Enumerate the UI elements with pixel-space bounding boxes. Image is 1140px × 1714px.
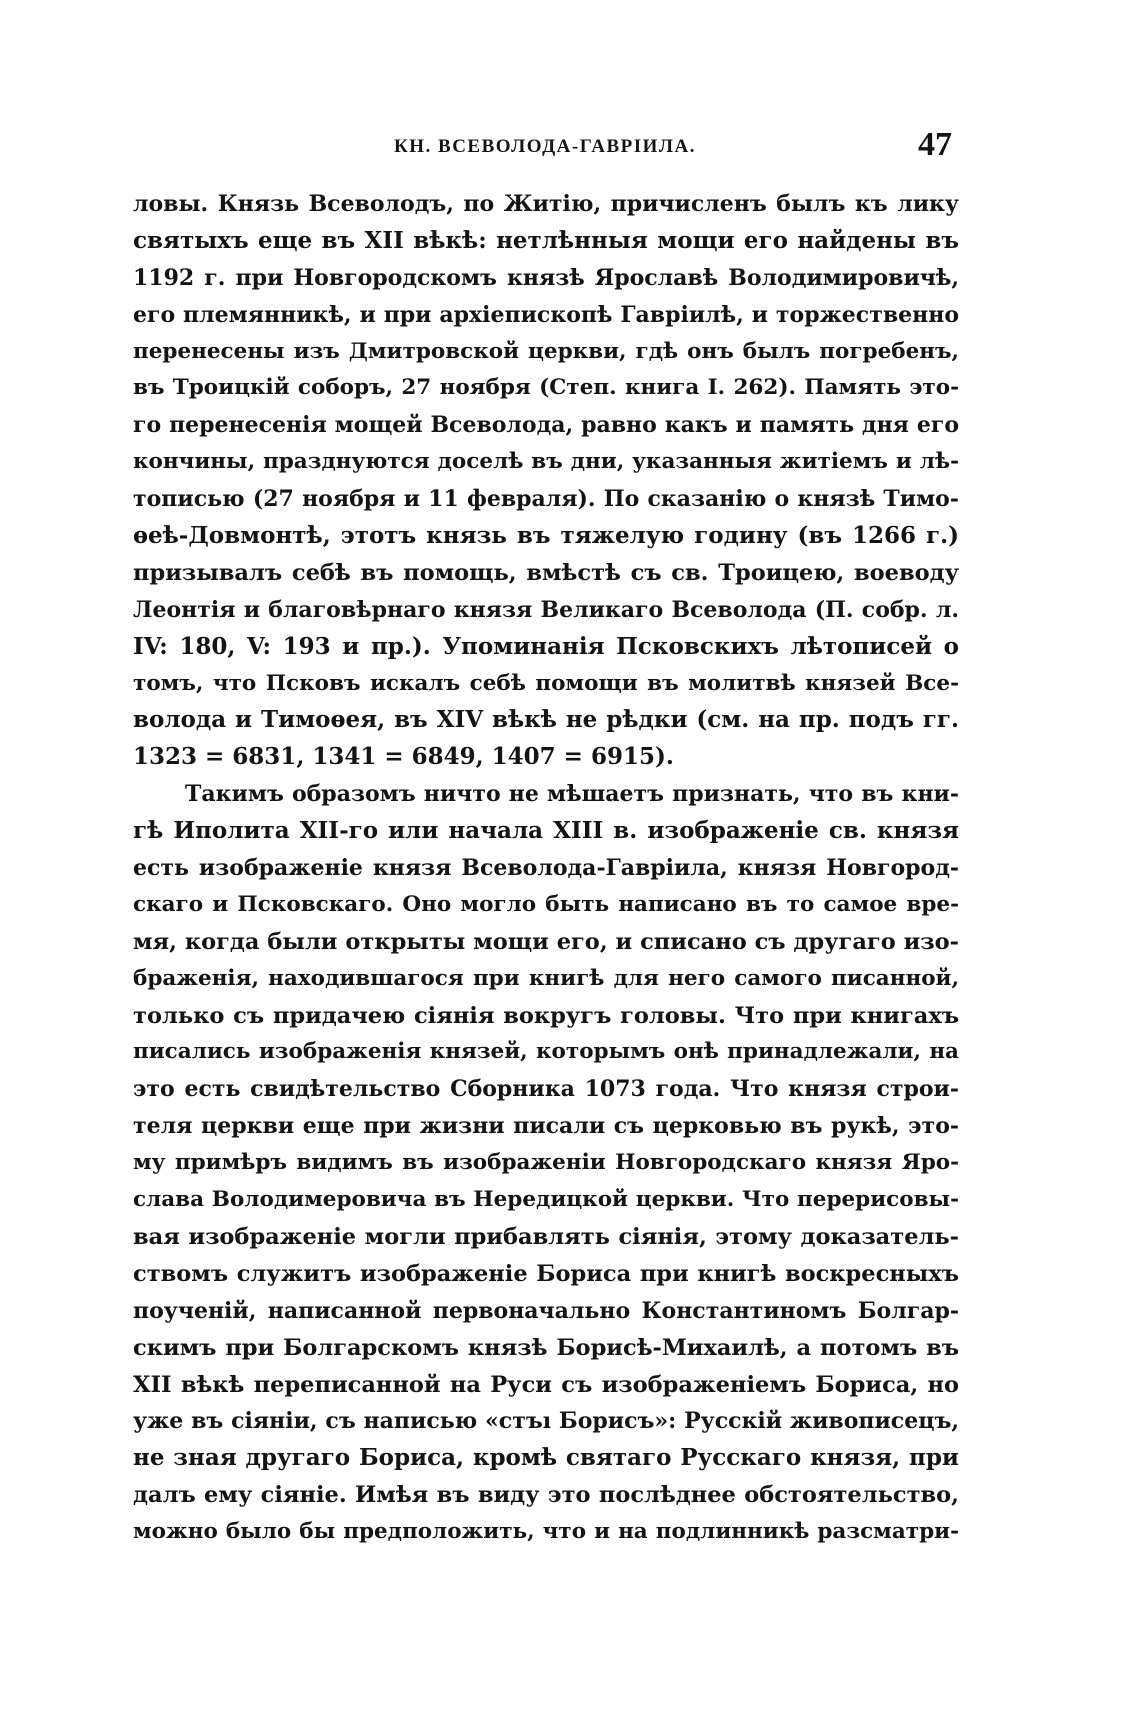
text-line: слава Володимеровича въ Нередицкой церкви. Что перерисовы- xyxy=(133,1187,959,1213)
text-line: вая изображеніе могли прибавлять сіянія, этому доказатель- xyxy=(133,1223,959,1250)
text-line: только съ придачею сіянія вокругъ головы. Что при книгахъ xyxy=(133,1002,959,1029)
paragraph-end-line: 1323 = 6831, 1341 = 6849, 1407 = 6915). xyxy=(133,743,674,771)
text-line: браженія, находившагося при книгѣ для него самого писанной, xyxy=(133,965,959,991)
text-line: мя, когда были открыты мощи его, и списано съ другаго изо- xyxy=(133,928,959,955)
text-line: теля церкви еще при жизни писали съ церковью въ рукѣ, это- xyxy=(133,1113,959,1140)
text-line: скимъ при Болгарскомъ князѣ Борисѣ-Михаилѣ, а потомъ въ xyxy=(133,1334,959,1361)
text-line: святыхъ еще въ XII вѣкѣ: нетлѣнныя мощи его найдены въ xyxy=(133,226,959,254)
text-line: XII вѣкѣ переписанной на Руси съ изображеніемъ Бориса, но xyxy=(133,1371,959,1398)
text-line: перенесены изъ Дмитровской церкви, гдѣ онъ былъ погребенъ, xyxy=(133,338,959,364)
text-line: далъ ему сіяніе. Имѣя въ виду это послѣднее обстоятельство, xyxy=(133,1482,959,1509)
text-line: есть изображеніе князя Всеволода-Гавріила, князя Новгород- xyxy=(133,855,959,882)
text-line: писались изображенія князей, которымъ онѣ принадлежали, на xyxy=(133,1039,959,1065)
text-line: тописью (27 ноября и 11 февраля). По сказанію о князѣ Тимо- xyxy=(133,486,959,513)
text-line: его племянникѣ, и при архіепископѣ Гавріилѣ, и торжественно xyxy=(133,301,959,328)
text-line: уже въ сіяніи, съ написью «стъı Борисъ»: Русскій живописецъ, xyxy=(133,1408,959,1435)
paragraph-first-line: Такимъ образомъ ничто не мѣшаетъ признать, что въ кни- xyxy=(185,781,959,808)
text-line: му примѣръ видимъ въ изображеніи Новгородскаго князя Яро- xyxy=(133,1150,959,1176)
text-line: волода и Тимоѳея, въ XIV вѣкѣ не рѣдки (см. на пр. подъ гг. xyxy=(133,706,959,734)
body-text xyxy=(133,186,959,1551)
text-line: ѳеѣ-Довмонтѣ, этотъ князь въ тяжелую годину (въ 1266 г.) xyxy=(133,522,959,550)
text-line: въ Троицкій соборъ, 27 ноября (Степ. книга I. 262). Память это- xyxy=(133,375,959,401)
page-number: 47 xyxy=(918,126,952,163)
text-line: скаго и Псковскаго. Оно могло быть написано въ то самое вре- xyxy=(133,891,959,917)
text-line: Леонтія и благовѣрнаго князя Великаго Всеволода (П. собр. л. xyxy=(133,596,959,623)
text-line: IV: 180, V: 193 и пр.). Упоминанія Псковскихъ лѣтописей о xyxy=(133,632,959,660)
text-line: ствомъ служитъ изображеніе Бориса при книгѣ воскресныхъ xyxy=(133,1260,959,1287)
text-line: можно было бы предположить, что и на подлинникѣ разсматри- xyxy=(133,1519,959,1545)
text-line: 1192 г. при Новгородскомъ князѣ Ярославѣ Володимировичѣ, xyxy=(133,264,959,291)
text-line: го перенесенія мощей Всеволода, равно какъ и память дня его xyxy=(133,412,959,439)
text-line: ловы. Князь Всеволодъ, по Житію, причисленъ былъ къ лику xyxy=(133,191,959,217)
running-head xyxy=(130,126,960,166)
text-line: это есть свидѣтельство Сборника 1073 года. Что князя строи- xyxy=(133,1076,959,1103)
text-line: кончины, празднуются доселѣ въ дни, указанныя житіемъ и лѣ- xyxy=(133,449,959,475)
text-line: гѣ Иполита XII-го или начала XIII в. изображеніе св. князя xyxy=(133,817,959,845)
text-line: призывалъ себѣ въ помощь, вмѣстѣ съ св. Троицею, воеводу xyxy=(133,559,959,586)
text-line: поученій, написанной первоначально Константиномъ Болгар- xyxy=(133,1297,959,1324)
text-line: томъ, что Псковъ искалъ себѣ помощи въ молитвѣ князей Все- xyxy=(133,670,959,696)
running-title: КН. ВСЕВОЛОДА-ГАВРІИЛА. xyxy=(393,136,697,157)
text-line: не зная другаго Бориса, кромѣ святаго Русскаго князя, при xyxy=(133,1444,959,1472)
